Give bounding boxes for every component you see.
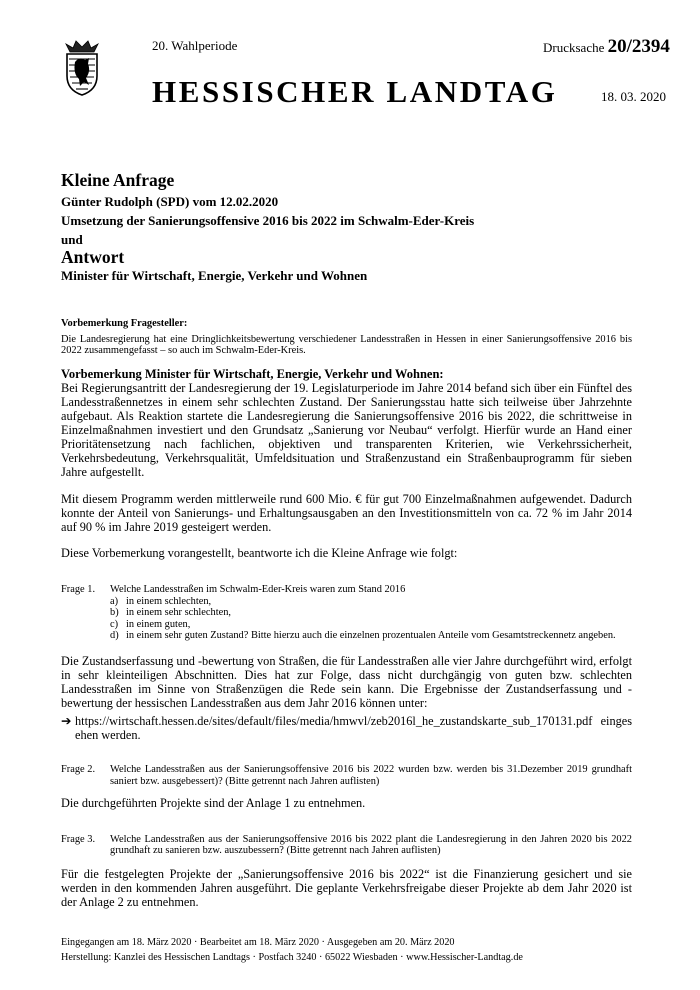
frage-2-label: Frage 2.: [61, 764, 96, 776]
frage-1-item: [110, 596, 632, 608]
drucksache-label: Drucksache: [543, 40, 605, 55]
frage-1-item-letter: b): [110, 607, 119, 619]
hessen-coat-of-arms-icon: [62, 38, 102, 98]
vorbemerkung-minister-paragraph-2: Mit diesem Programm werden mittlerweile rund 600 Mio. € für gut 700 Einzelmaßnahmen aufgewendet. Dadurch konnte der Anteil von Sanierungs- und Erhaltungsausgaben an den Investitionsmitteln von ca. 72 % im Jahr 2014 auf 90 % im Jahre 2019 gesteigert werden.: [61, 491, 632, 534]
arrow-right-icon: ➔: [61, 714, 72, 729]
frage-1: [61, 584, 632, 642]
vorbemerkung-fragesteller-heading: Vorbemerkung Fragesteller:: [61, 318, 188, 329]
frage-1-item-text: in einem sehr schlechten,: [126, 607, 232, 619]
vorbemerkung-minister-paragraph-3: Diese Vorbemerkung vorangestellt, beantworte ich die Kleine Anfrage wie folgt:: [61, 545, 458, 560]
kleine-anfrage-heading: Kleine Anfrage: [61, 170, 175, 190]
drucksache-number: 20/2394: [607, 36, 670, 57]
drucksache: [543, 36, 670, 58]
und-line: und: [61, 232, 83, 247]
frage-1-text: Welche Landesstraßen im Schwalm-Eder-Kreis waren zum Stand 2016: [110, 583, 406, 595]
frage-2-text: Welche Landesstraßen aus der Sanierungsoffensive 2016 bis 2022 wurden bzw. werden bis 31.Dezember 2019 grundhaft saniert bzw. ausgebessert)? (Bitte getrennt nach Jahren auflisten): [110, 764, 632, 788]
frage-1-item-letter: d): [110, 630, 119, 642]
subject-line: Umsetzung der Sanierungsoffensive 2016 bis 2022 im Schwalm-Eder-Kreis: [61, 213, 475, 228]
frage-1-item-letter: c): [110, 618, 119, 630]
frage-1-item-letter: a): [110, 595, 119, 607]
antwort-heading: Antwort: [61, 247, 125, 267]
zustandskarte-link-row: [61, 714, 632, 742]
frage-1-item-text: in einem guten,: [126, 618, 191, 630]
vorbemerkung-minister-paragraph-1: Bei Regierungsantritt der Landesregierung der 19. Legislaturperiode im Jahre 2014 befand sich über ein Fünftel des Landesstraßennetzes in einem sehr schlechten Zustand. Der Sanierungsstau hatte sich teilweise über Jahrzehnte aufgebaut. Als Reaktion startete die Landesregierung die Sanierungsoffensive 2016 bis 2022, die schrittweise in Einzelmaßnahmen investiert und den Grundsatz „Sanierung vor Neubau“ verfolgt. Hierfür wurde an Hand einer Prioritätensetzung nach fachlichen, objektiven und transparenten Kriterien, wie Verkehrssicherheit, Verkehrsbedeutung, Verkehrsqualität, Umfeldsituation und Straßenzustand ein Straßenbauprogramm für sieben Jahre aufgestellt.: [61, 380, 632, 480]
frage-3-answer: Für die festgelegten Projekte der „Sanierungsoffensive 2016 bis 2022“ ist die Finanzierung gesichert und sie werden in den kommenden Jahren ausgeführt. Die geplante Verkehrsfreigabe dieser Projekte ab dem Jahr 2020 ist der Anlage 2 zu entnehmen.: [61, 866, 632, 910]
footer-dates: Eingegangen am 18. März 2020 · Bearbeitet am 18. März 2020 · Ausgegeben am 20. März 2020: [61, 937, 455, 948]
frage-1-answer: Die Zustandserfassung und -bewertung von Straßen, die für Landesstraßen alle vier Jahre durchgeführt wird, erfolgt in sehr kleinteiligen Abschnitten. Dies hat zur Folge, dass nicht durchgängig von guten bzw. schlechten Landesstraßen im Sinne von Straßenzügen die Rede sein kann. Die Ergebnisse der Zustandserfassung und -bewertung der hessischen Landesstraßen aus dem Jahr 2016 können unter:: [61, 653, 632, 711]
frage-3-label: Frage 3.: [61, 833, 96, 845]
frage-2: [61, 764, 632, 787]
vorbemerkung-fragesteller-text: Die Landesregierung hat eine Dringlichkeitsbewertung verschiedener Landesstraßen in Hessen in einer Sanierungsoffensive 2016 bis 2022 zusammengefasst – so auch im Schwalm-Eder-Kreis.: [61, 333, 632, 357]
frage-1-item: [110, 630, 632, 642]
frage-1-item: [110, 607, 632, 619]
frage-3: [61, 834, 632, 857]
document-body: [61, 318, 632, 909]
zustandskarte-link[interactable]: https://wirtschaft.hessen.de/sites/default/files/media/hmwvl/zeb2016l_he_zustandskarte_sub_170131.pdf eingesehen werden.: [75, 714, 632, 743]
author-line: Günter Rudolph (SPD) vom 12.02.2020: [61, 194, 279, 209]
document-date: 18. 03. 2020: [601, 89, 666, 104]
footer-imprint: Herstellung: Kanzlei des Hessischen Landtags · Postfach 3240 · 65022 Wiesbaden · www.Hessischer-Landtag.de: [61, 952, 523, 963]
frage-3-text: Welche Landesstraßen aus der Sanierungsoffensive 2016 bis 2022 plant die Landesregierung in den Jahren 2020 bis 2022 grundhaft zu sanieren bzw. auszubessern? (Bitte getrennt nach Jahren auflisten): [110, 833, 632, 857]
frage-1-item-text: in einem sehr guten Zustand? Bitte hierzu auch die einzelnen prozentualen Anteile vom Gesamtstreckennetz angeben.: [126, 630, 616, 642]
frage-1-item-text: in einem schlechten,: [126, 595, 212, 607]
wahlperiode: 20. Wahlperiode: [152, 38, 238, 53]
landtag-title: HESSISCHER LANDTAG: [152, 74, 558, 109]
frage-1-item: [110, 619, 632, 631]
frage-1-label: Frage 1.: [61, 583, 96, 595]
frage-2-answer: Die durchgeführten Projekte sind der Anlage 1 zu entnehmen.: [61, 795, 366, 810]
minister-line: Minister für Wirtschaft, Energie, Verkehr und Wohnen: [61, 268, 368, 283]
vorbemerkung-minister-heading: Vorbemerkung Minister für Wirtschaft, Energie, Verkehr und Wohnen:: [61, 366, 444, 381]
